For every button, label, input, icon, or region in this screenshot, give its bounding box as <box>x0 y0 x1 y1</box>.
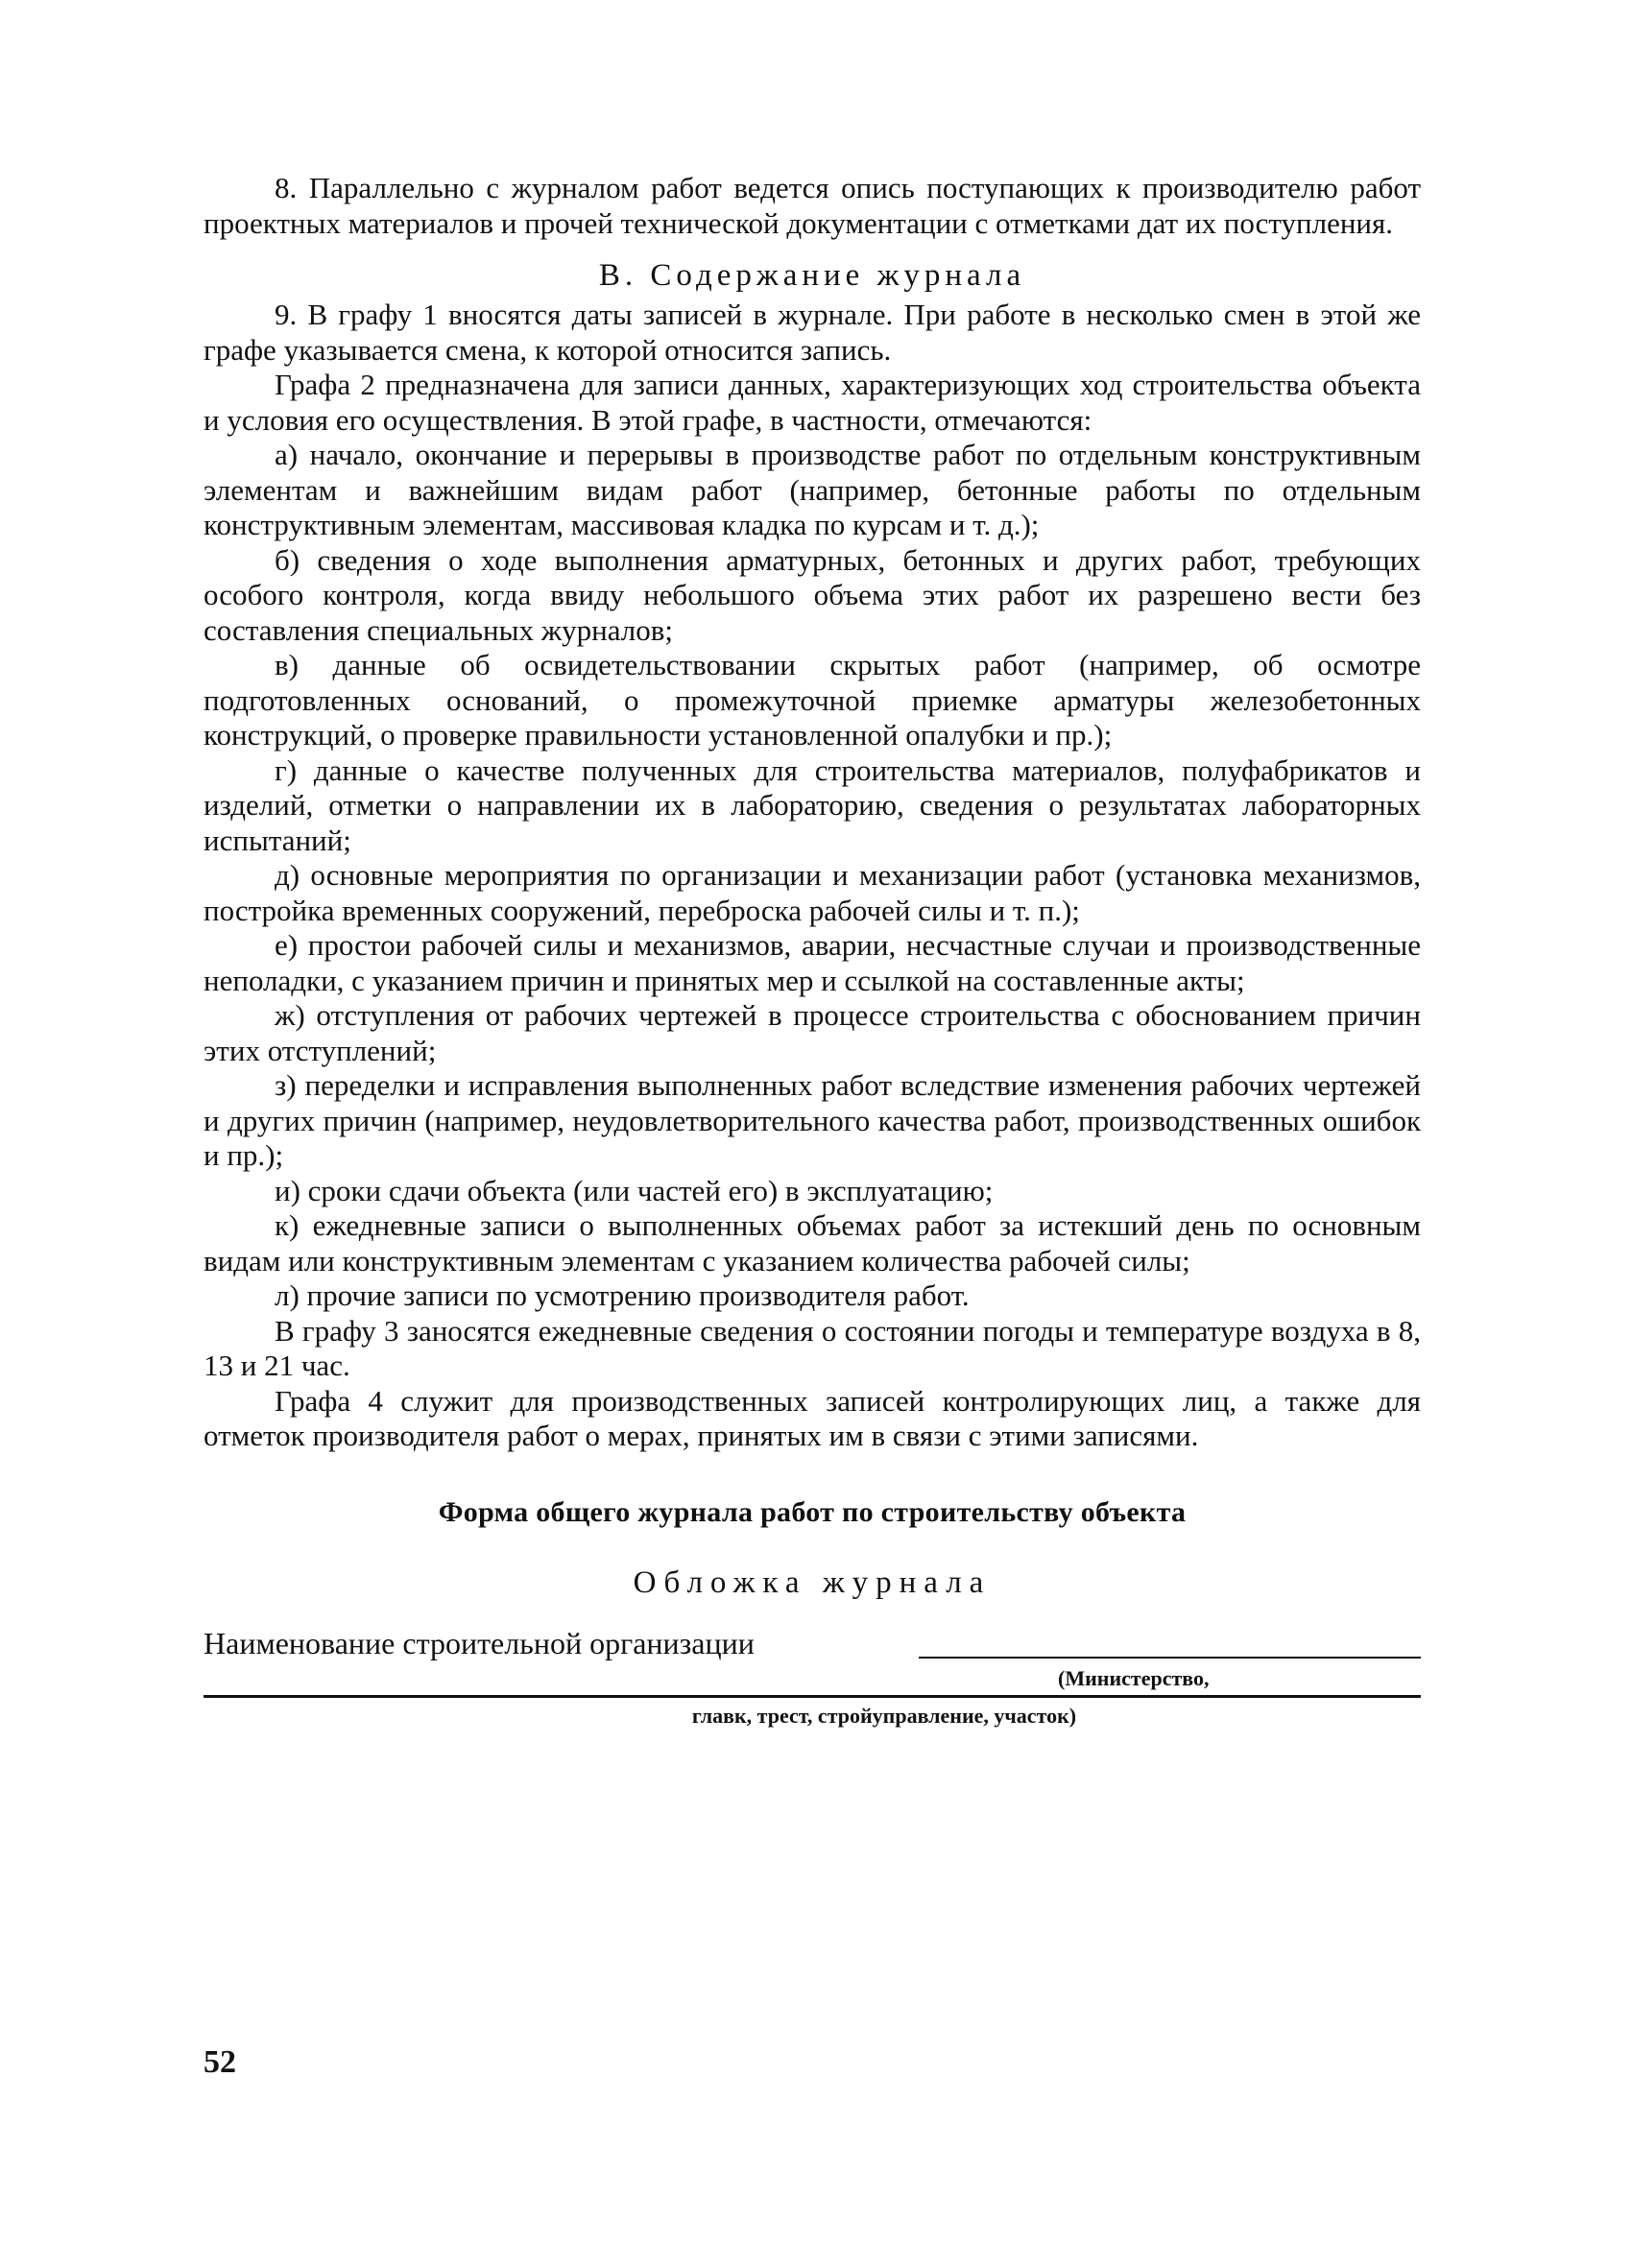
cover-title: Обложка журнала <box>633 1564 992 1600</box>
list-item-b: б) сведения о ходе выполнения арматурных, бетонных и других работ, требующих особого контроля, когда ввиду небольшого объема этих работ их разрешено вести без составления специальных журналов; <box>204 542 1421 647</box>
list-item-d: д) основные мероприятия по организации и механизации работ (установка механизмов, постройка временных сооружений, переброска рабочей силы и т. п.); <box>204 858 1421 927</box>
paragraph-8: 8. Параллельно с журналом работ ведется опись поступающих к производителю работ проектных материалов и прочей технической документации с отметками дат их поступления. <box>204 171 1421 240</box>
section-heading: В. Содержание журнала <box>598 258 1026 293</box>
paragraph-column-4: Графа 4 служит для производственных записей контролирующих лиц, а также для отметок производителя работ о мерах, принятых им в связи с этими записями. <box>204 1383 1421 1452</box>
form-title: Форма общего журнала работ по строительству объекта <box>438 1495 1187 1528</box>
organization-fill-line <box>919 1657 1421 1659</box>
list-item-a: а) начало, окончание и перерывы в производстве работ по отдельным конструктивным элементам и важнейшим видам работ (например, бетонные работы по отдельным конструктивным элементам, массивовая кладка по курсам и т. д.); <box>204 438 1421 541</box>
list-item-e: е) простои рабочей силы и механизмов, аварии, несчастные случаи и производственные неполадки, с указанием причин и принятых мер и ссылкой на составленные акты; <box>204 928 1421 997</box>
paragraph-9: 9. В графу 1 вносятся даты записей в журнале. При работе в несколько смен в этой же графе указывается смена, к которой относится запись. <box>204 298 1421 367</box>
list-item-g: г) данные о качестве полученных для строительства материалов, полуфабрикатов и изделий, отметки о направлении их в лабораторию, сведения о результатах лабораторных испытаний; <box>204 752 1421 857</box>
page-number: 52 <box>204 2044 236 2080</box>
list-item-l: л) прочие записи по усмотрению производителя работ. <box>275 1278 970 1312</box>
organization-field <box>204 1625 1421 1690</box>
list-item-v: в) данные об освидетельствовании скрытых работ (например, об осмотре подготовленных оснований, о промежуточной приемке арматуры железобетонных конструкций, о проверке правильности установленной опалубки и пр.); <box>204 648 1421 752</box>
list-item-k: к) ежедневные записи о выполненных объемах работ за истекший день по основным видам или конструктивным элементам с указанием количества рабочей силы; <box>204 1208 1421 1277</box>
list-item-zh: ж) отступления от рабочих чертежей в процессе строительства с обоснованием причин этих отступлений; <box>204 998 1421 1067</box>
organization-note-2: главк, трест, стройуправление, участок) <box>691 1703 1077 1728</box>
paragraph-column-2: Графа 2 предназначена для записи данных, характеризующих ход строительства объекта и условия его осуществления. В этой графе, в частности, отмечаются: <box>204 368 1421 437</box>
list-item-z: з) переделки и исправления выполненных работ вследствие изменения рабочих чертежей и других причин (например, неудовлетворительного качества работ, производственных ошибок и пр.); <box>204 1068 1421 1172</box>
organization-note-1: (Министерство, <box>1058 1665 1210 1690</box>
organization-fill-line-2 <box>204 1695 1421 1698</box>
list-item-i: и) сроки сдачи объекта (или частей его) в эксплуатацию; <box>275 1173 994 1207</box>
paragraph-column-3: В графу 3 заносятся ежедневные сведения о состоянии погоды и температуре воздуха в 8, 13 и 21 час. <box>204 1313 1421 1382</box>
organization-label: Наименование строительной организации <box>204 1625 755 1660</box>
document-page <box>204 171 1421 1729</box>
